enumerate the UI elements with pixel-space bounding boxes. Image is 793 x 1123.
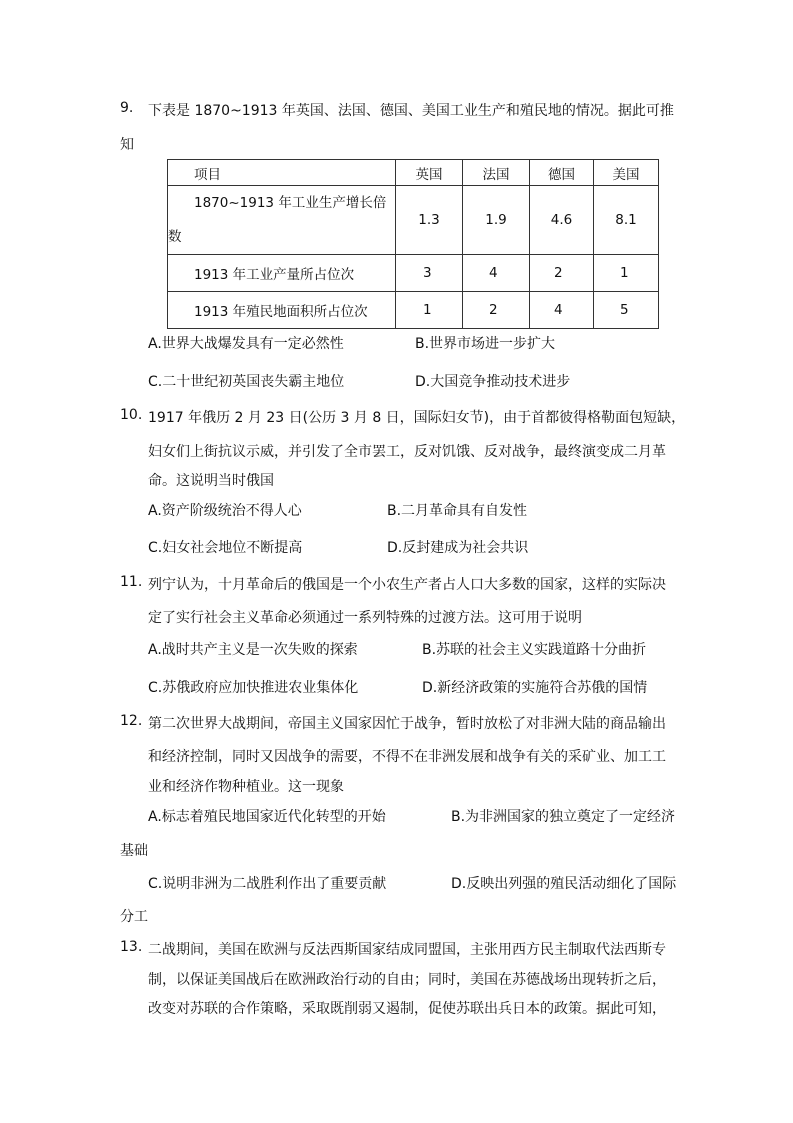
table-cell: 1913 年殖民地面积所占位次 [194, 304, 368, 320]
table-header-row [168, 160, 659, 186]
q11-option-a[interactable]: A.战时共产主义是一次失败的探索 [148, 642, 358, 658]
q11-stem-line2: 定了实行社会主义革命必须通过一系列特殊的过渡方法。这可用于说明 [148, 610, 582, 626]
table-header-cell: 法国 [482, 166, 510, 183]
q9-option-d[interactable]: D.大国竞争推动技术进步 [415, 374, 571, 390]
q9-stem-line1: 下表是 1870~1913 年英国、法国、德国、美国工业生产和殖民地的情况。据此可推 [148, 103, 674, 119]
table-cell: 3 [423, 265, 432, 281]
q10-stem-line3: 命。这说明当时俄国 [148, 473, 274, 489]
table-row [168, 255, 659, 292]
q9-number: 9. [120, 100, 134, 116]
table-cell: 4 [489, 265, 498, 281]
q10-number: 10. [120, 407, 143, 423]
table-header-cell: 德国 [548, 166, 575, 183]
q10-stem-line1: 1917 年俄历 2 月 23 日(公历 3 月 8 日，国际妇女节)，由于首都彼得格勒面包短缺， [148, 410, 686, 426]
q12-option-d[interactable]: D.反映出列强的殖民活动细化了国际 [451, 876, 677, 892]
q12-stem-line3: 业和经济作物种植业。这一现象 [148, 779, 344, 795]
table-header-cell: 英国 [415, 166, 443, 183]
q9-data-table [167, 159, 659, 329]
q13-number: 13. [120, 939, 143, 955]
q10-option-c[interactable]: C.妇女社会地位不断提高 [148, 540, 303, 556]
table-cell: 1 [620, 265, 629, 281]
q10-stem-line2: 妇女们上街抗议示威，并引发了全市罢工，反对饥饿、反对战争，最终演变成二月革 [148, 444, 666, 460]
q12-option-a[interactable]: A.标志着殖民地国家近代化转型的开始 [148, 809, 386, 825]
table-header-cell: 项目 [194, 166, 221, 183]
q9-option-c[interactable]: C.二十世纪初英国丧失霸主地位 [148, 374, 345, 390]
q9-stem-line2: 知 [120, 137, 134, 153]
table-cell: 4.6 [550, 212, 573, 228]
q10-option-a[interactable]: A.资产阶级统治不得人心 [148, 503, 302, 519]
q12-option-d-continued: 分工 [120, 909, 148, 925]
table-cell: 1.9 [485, 212, 507, 228]
table-header-cell: 美国 [612, 166, 640, 183]
table-cell: 1870~1913 年工业生产增长倍数 [168, 195, 387, 245]
q12-stem-line1: 第二次世界大战期间，帝国主义国家因忙于战争，暂时放松了对非洲大陆的商品输出 [148, 716, 666, 732]
q13-stem-line1: 二战期间，美国在欧洲与反法西斯国家结成同盟国，主张用西方民主制取代法西斯专 [148, 942, 666, 958]
q9-option-b[interactable]: B.世界市场进一步扩大 [415, 336, 556, 352]
table-row [168, 292, 659, 329]
q12-option-b-continued: 基础 [120, 843, 148, 859]
q13-stem-line2: 制，以保证美国战后在欧洲政治行动的自由；同时，美国在苏德战场出现转折之后， [148, 972, 666, 988]
table-cell: 2 [554, 265, 563, 281]
q12-stem-line2: 和经济控制，同时又因战争的需要，不得不在非洲发展和战争有关的采矿业、加工工 [148, 749, 666, 765]
q12-option-b[interactable]: B.为非洲国家的独立奠定了一定经济 [451, 809, 676, 825]
q10-option-b[interactable]: B.二月革命具有自发性 [387, 503, 528, 519]
q11-number: 11. [120, 574, 143, 590]
table-cell: 4 [554, 302, 563, 318]
q11-option-c[interactable]: C.苏俄政府应加快推进农业集体化 [148, 680, 359, 696]
table-cell: 1913 年工业产量所占位次 [194, 267, 355, 283]
table-cell: 1.3 [418, 212, 440, 228]
q10-option-d[interactable]: D.反封建成为社会共识 [387, 540, 529, 556]
q11-stem-line1: 列宁认为，十月革命后的俄国是一个小农生产者占人口大多数的国家，这样的实际决 [148, 577, 666, 593]
q12-number: 12. [120, 713, 143, 729]
table-cell: 5 [620, 302, 629, 318]
table-cell: 1 [423, 302, 432, 318]
q11-option-b[interactable]: B.苏联的社会主义实践道路十分曲折 [422, 642, 647, 658]
q9-option-a[interactable]: A.世界大战爆发具有一定必然性 [148, 336, 344, 352]
table-cell: 2 [489, 302, 498, 318]
q12-option-c[interactable]: C.说明非洲为二战胜利作出了重要贡献 [148, 876, 387, 892]
table-cell: 8.1 [615, 212, 637, 228]
q11-option-d[interactable]: D.新经济政策的实施符合苏俄的国情 [422, 680, 648, 696]
table-row [168, 186, 659, 255]
q13-stem-line3: 改变对苏联的合作策略，采取既削弱又遏制，促使苏联出兵日本的政策。据此可知， [148, 1001, 666, 1017]
